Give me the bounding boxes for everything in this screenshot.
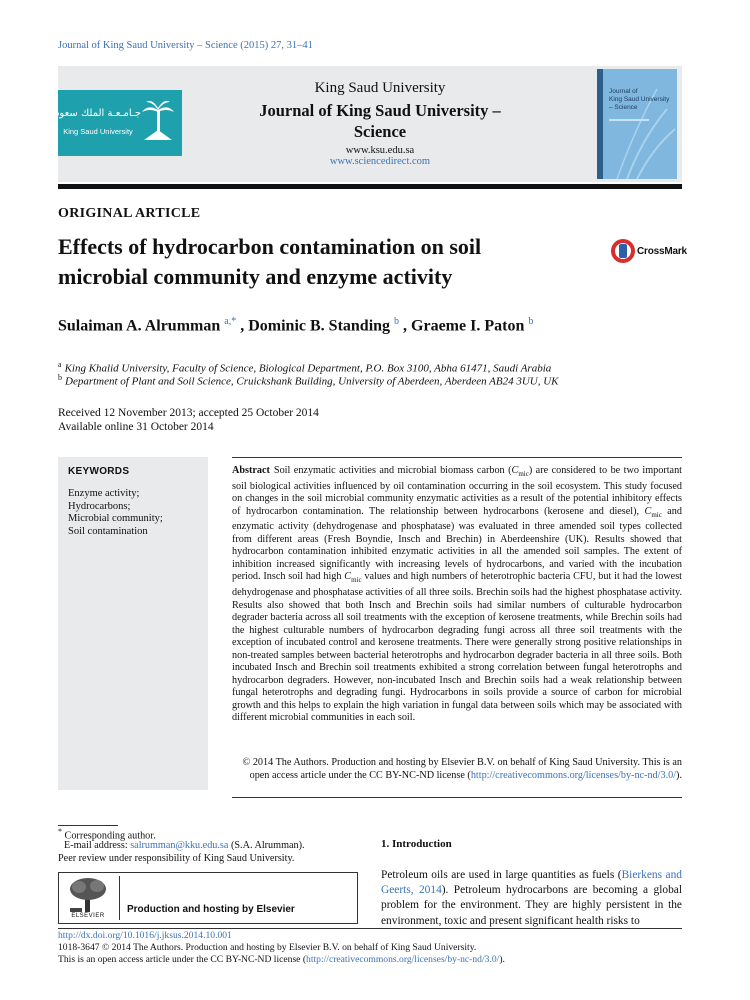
doi-link[interactable]: http://dx.doi.org/10.1016/j.jksus.2014.10.001 — [58, 930, 232, 941]
affiliation-a: $^a$ King Khalid University, Faculty of Science, Biological Department, P.O. Box 3100, Abha 61471, Saudi Arabia — [58, 360, 552, 375]
citation-link[interactable]: Bierkens and Geerts, 2014 — [381, 869, 682, 897]
keyword-item: Soil contamination — [68, 525, 148, 537]
open-access-note: This is an open access article under the CC BY-NC-ND license (http://creativecommons.org/licenses/by-nc-nd/3.0/). — [58, 954, 505, 965]
online-date: Available online 31 October 2014 — [58, 421, 214, 433]
author-name: , Graeme I. Paton — [403, 317, 525, 335]
elsevier-wordmark: ELSEVIER — [71, 913, 105, 919]
peer-review-note: Peer review under responsibility of King Saud University. — [58, 853, 295, 864]
journal-title: Journal of King Saud University – Science — [259, 101, 501, 141]
svg-text:King Saud University: King Saud University — [609, 96, 670, 103]
author-affiliation-ref[interactable]: a,* — [224, 316, 237, 327]
license-link[interactable]: http://creativecommons.org/licenses/by-nc-nd/3.0/ — [306, 954, 500, 965]
header-rule — [58, 184, 682, 189]
footer-rule — [58, 928, 682, 929]
issn-copyright: 1018-3647 © 2014 The Authors. Production and hosting by Elsevier B.V. on behalf of King Saud University. — [58, 942, 477, 953]
article-title: Effects of hydrocarbon contamination on soil microbial community and enzyme activity — [58, 234, 482, 289]
logo-arabic-text: جـامـعـة الملك سعود — [58, 108, 142, 119]
author-affiliation-ref[interactable]: b — [528, 316, 534, 327]
email-note: E-mail address: salrumman@kku.edu.sa (S.A. Alrumman). — [64, 840, 305, 851]
author-affiliation-ref[interactable]: b — [394, 316, 400, 327]
sciencedirect-link[interactable]: www.sciencedirect.com — [329, 156, 431, 167]
affiliation-b: $^b$ Department of Plant and Soil Science, Cruickshank Building, University of Aberdeen, Aberdeen AB24 3UU, UK — [58, 373, 559, 388]
keyword-item: Enzyme activity; — [68, 488, 140, 499]
keyword-item: Microbial community; — [68, 513, 163, 524]
section-heading-introduction: 1. Introduction — [381, 838, 452, 850]
ksu-website[interactable]: www.ksu.edu.sa — [345, 145, 415, 156]
elsevier-tree-icon — [64, 876, 112, 914]
abstract-copyright: © 2014 The Authors. Production and hosting by Elsevier B.V. on behalf of King Saud University. This is an open access article under the CC BY-NC-ND license (http://creativecommons.org/licenses/by-nc-nd/3.0/). — [242, 757, 682, 781]
abstract-text: Abstract Soil enzymatic activities and microbial biomass carbon $(C_{mic})$ are considered to be two important soil biological activities influenced by oil contamination occurring in the soil ecosystem. This study focused on changes in the soil microbial community enzymatic activities as a result of the potential inhibitory effects of hydrocarbon contamination. The relationship between hydrocarbons (kerosene and diesel), $C_{mic}$ and enzymatic activity (dehydrogenase and phosphatase) was evaluated in three amended soil types collected from different areas (Fresh Boyndie, Insch and Brechin) in Aberdeenshire (UK). Results showed that hydrocarbon contamination inhibited enzymatic activities in all the amended soil samples. The extent of inhibition increased significantly with increasing levels of hydrocarbons, and varied with the incubation period. Insch soil had high $C_{mic}$ values and high numbers of heterotrophic bacteria CFU, but it had the lowest dehydrogenase and phosphatase activities of all three soils. Brechin soils had the highest phosphatase activity. Results also showed that both Insch and Brechin soils had similar numbers of culturable hydrocarbon degrader bacteria across all soil treatments with the exception of kerosene treatments, while Brechin soils had the highest culturable numbers of hydrocarbon degrading fungi across all three soil treatments with the exception of incubated control and kerosene treatments. There were generally strong positive relationships in non-treated samples between bacterial heterotrophs and hydrocarbon degrader bacteria in all three soils. Both incubated Insch and Brechin soil treatments exhibited a strong correlation between fungal heterotrophs and hydrocarbon degraders. However, non-incubated Insch and Brechin soils had a weak relationship between fungal heterotrophs and degrading fungi. Hydrocarbons in soils provide a source of carbon for microbial growth and this helps to explain the high variation in fungal data between soils which may be associated with different microbial communities in each soil. — [232, 465, 683, 724]
journal-citation: Journal of King Saud University – Science (2015) 27, 31–41 — [58, 40, 313, 51]
introduction-text: Petroleum oils are used in large quantities as fuels (Bierkens and Geerts, 2014). Petroleum hydrocarbons are becoming a global problem for the environment. They are highly persistent in the environment, toxic and present significant health risks to — [381, 869, 682, 927]
article-type: ORIGINAL ARTICLE — [58, 206, 201, 221]
received-date: Received 12 November 2013; accepted 25 October 2014 — [58, 407, 319, 419]
crossmark-label[interactable]: CrossMark — [637, 246, 687, 257]
author-name: , Dominic B. Standing — [240, 317, 391, 335]
elsevier-divider — [119, 876, 120, 920]
author-list — [58, 316, 533, 335]
ksu-logo — [58, 90, 182, 156]
journal-cover-image — [597, 69, 677, 179]
svg-text:– Science: – Science — [609, 104, 638, 111]
svg-text:Journal of: Journal of — [609, 88, 638, 95]
abstract-rule-bottom — [232, 797, 682, 798]
corresponding-author-note: * Corresponding author. — [58, 827, 156, 842]
university-name: King Saud University — [314, 80, 446, 96]
abstract-rule-top — [232, 457, 682, 458]
keywords-heading: KEYWORDS — [68, 466, 130, 477]
author-name: Sulaiman A. Alrumman — [58, 317, 221, 335]
keywords-list — [68, 488, 163, 538]
elsevier-hosting-text: Production and hosting by Elsevier — [127, 904, 295, 915]
keyword-item: Hydrocarbons; — [68, 500, 131, 512]
footnote-rule — [58, 825, 118, 826]
abstract-label: Abstract — [232, 465, 270, 476]
crossmark-icon — [610, 238, 636, 264]
logo-english-text: King Saud University — [63, 127, 133, 136]
email-link[interactable]: salrumman@kku.edu.sa — [130, 840, 229, 851]
license-link[interactable]: http://creativecommons.org/licenses/by-nc-nd/3.0/ — [470, 769, 677, 781]
